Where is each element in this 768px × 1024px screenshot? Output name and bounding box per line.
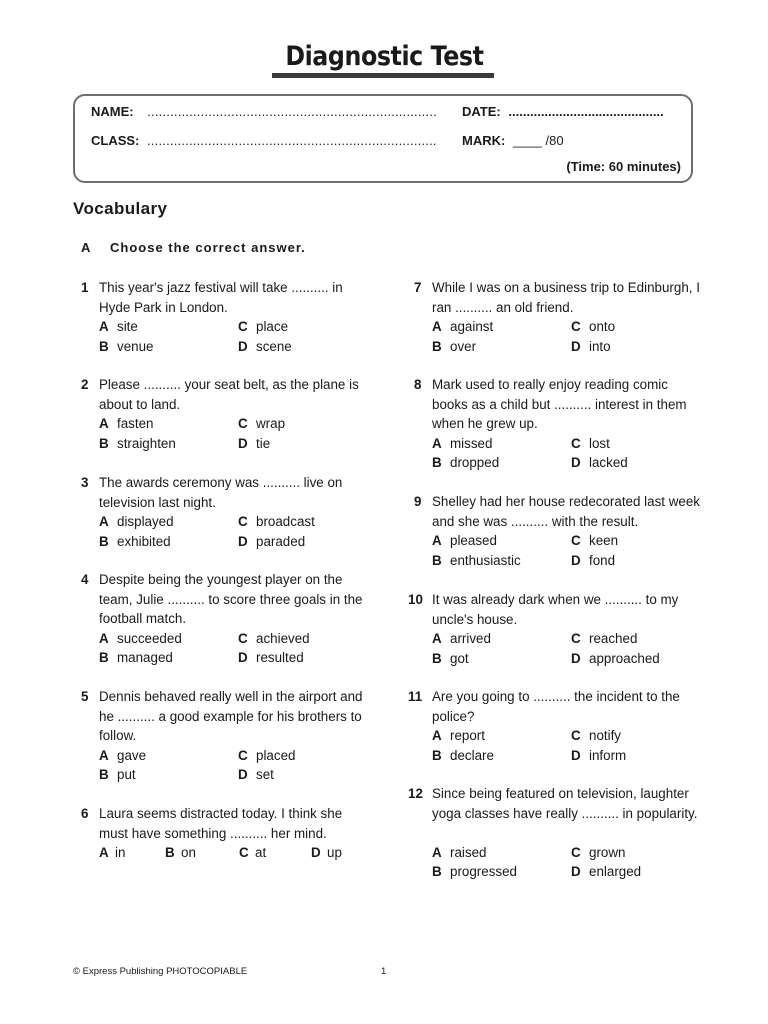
option-letter: B — [165, 845, 175, 860]
option-text: enlarged — [589, 864, 642, 879]
option-letter: B — [99, 533, 109, 549]
option-d[interactable] — [238, 337, 292, 357]
option-text: pleased — [450, 533, 497, 548]
option-text: reached — [589, 631, 638, 646]
option-letter: A — [99, 747, 109, 763]
option-letter: B — [99, 338, 109, 354]
question-stem: Laura seems distracted today. I think she must have something .......... her mind. — [99, 806, 343, 841]
option-b[interactable] — [432, 862, 517, 882]
option-b[interactable] — [99, 532, 171, 552]
question-4 — [81, 570, 371, 668]
option-letter: A — [99, 319, 109, 334]
option-c[interactable] — [238, 629, 310, 649]
option-text: lost — [589, 435, 610, 451]
option-text: lacked — [589, 455, 628, 470]
option-b[interactable] — [432, 746, 494, 766]
option-text: report — [450, 728, 485, 743]
option-b[interactable] — [432, 551, 521, 571]
option-b[interactable] — [99, 648, 173, 668]
option-a[interactable] — [99, 843, 125, 863]
option-letter: B — [432, 747, 442, 763]
question-stem: Mark used to really enjoy reading comic books as a child but .......... interest in them when he grew up. — [432, 377, 687, 431]
option-text: declare — [450, 747, 494, 763]
option-letter: B — [99, 435, 109, 451]
option-text: onto — [589, 319, 616, 334]
mark-row — [462, 133, 564, 148]
option-a[interactable] — [99, 746, 146, 766]
question-stem: The awards ceremony was .......... live on television last night. — [99, 475, 343, 510]
section-title: Vocabulary — [73, 199, 168, 218]
name-field[interactable]: ............................................................................ — [147, 104, 437, 119]
question-2 — [81, 375, 371, 453]
question-number: 3 — [81, 475, 89, 490]
mark-label: MARK: — [462, 133, 506, 148]
option-text: over — [450, 338, 477, 354]
option-letter: D — [238, 533, 248, 549]
option-letter: D — [571, 864, 581, 879]
name-label: NAME: — [91, 104, 134, 119]
option-letter: A — [99, 630, 109, 646]
question-number: 5 — [81, 689, 89, 704]
option-a[interactable] — [432, 843, 486, 863]
instruction-text: Choose the correct answer. — [110, 240, 306, 255]
option-text: displayed — [117, 514, 174, 529]
option-a[interactable] — [99, 317, 138, 337]
option-letter: B — [99, 767, 109, 782]
option-letter: A — [432, 844, 442, 860]
question-7 — [414, 278, 704, 356]
option-d[interactable] — [238, 765, 274, 785]
option-letter: C — [239, 845, 249, 860]
question-stem: It was already dark when we .......... to my uncle's house. — [432, 592, 679, 627]
question-number: 11 — [408, 689, 423, 704]
question-stem: Dennis behaved really well in the airport and he .......... a good example for his brothers to follow. — [99, 689, 363, 743]
option-letter: D — [571, 747, 581, 763]
option-c[interactable] — [238, 746, 295, 766]
option-text: notify — [589, 728, 622, 743]
option-text: arrived — [450, 631, 491, 646]
option-text: on — [181, 845, 196, 860]
option-text: enthusiastic — [450, 552, 521, 568]
question-6 — [81, 804, 371, 863]
option-d[interactable] — [238, 434, 270, 454]
option-letter: C — [571, 533, 581, 548]
option-text: keen — [589, 533, 619, 548]
class-field[interactable]: ............................................................................ — [147, 133, 437, 148]
question-stem: Shelley had her house redecorated last week and she was .......... with the result. — [432, 494, 700, 529]
option-c[interactable] — [238, 512, 315, 532]
option-letter: C — [238, 630, 248, 646]
question-stem: Since being featured on television, laughter yoga classes have really .......... in popularity. — [432, 786, 698, 821]
option-a[interactable] — [432, 317, 493, 337]
mark-value: ____ /80 — [512, 133, 564, 148]
question-12 — [408, 784, 698, 882]
option-b[interactable] — [99, 765, 136, 785]
option-letter: B — [432, 552, 442, 568]
question-stem: Please .......... your seat belt, as the plane is about to land. — [99, 377, 359, 412]
option-letter: D — [238, 650, 248, 665]
option-letter: A — [99, 845, 109, 860]
option-d[interactable] — [571, 337, 611, 357]
option-a[interactable] — [99, 512, 174, 532]
date-field[interactable]: ........................................... — [508, 104, 664, 119]
option-b[interactable] — [432, 453, 499, 473]
option-text: at — [255, 845, 267, 860]
option-text: dropped — [450, 455, 500, 470]
option-letter: C — [238, 747, 248, 763]
option-text: straighten — [117, 435, 176, 451]
option-text: site — [117, 319, 138, 334]
option-text: inform — [589, 747, 627, 763]
class-row — [91, 133, 437, 148]
option-text: gave — [117, 747, 147, 763]
option-letter: D — [571, 552, 581, 568]
question-stem: Are you going to .......... the incident to the police? — [432, 689, 680, 724]
option-text: put — [117, 767, 136, 782]
option-d[interactable] — [571, 649, 660, 669]
question-number: 12 — [408, 786, 423, 801]
option-text: approached — [589, 650, 660, 666]
question-number: 4 — [81, 572, 89, 587]
question-number: 8 — [414, 377, 422, 392]
option-text: venue — [117, 338, 154, 354]
question-number: 7 — [414, 280, 422, 295]
option-text: scene — [256, 338, 292, 354]
option-text: against — [450, 319, 494, 334]
question-5 — [81, 687, 371, 785]
question-stem: While I was on a business trip to Edinburgh, I ran .......... an old friend. — [432, 280, 700, 315]
option-letter: A — [432, 533, 442, 548]
option-text: raised — [450, 844, 487, 860]
option-a[interactable] — [99, 629, 182, 649]
option-text: progressed — [450, 864, 517, 879]
student-info-box — [73, 94, 693, 183]
question-11 — [408, 687, 698, 765]
option-letter: D — [571, 455, 581, 470]
option-letter: D — [571, 338, 581, 354]
option-a[interactable] — [432, 726, 485, 746]
option-letter: C — [238, 514, 248, 529]
option-letter: C — [238, 416, 248, 431]
question-3 — [81, 473, 371, 551]
option-letter: D — [238, 338, 248, 354]
date-row — [462, 104, 664, 119]
option-c[interactable] — [571, 317, 615, 337]
option-letter: B — [432, 455, 442, 470]
option-letter: C — [571, 728, 581, 743]
option-d[interactable] — [571, 551, 615, 571]
question-stem: This year's jazz festival will take .......... in Hyde Park in London. — [99, 280, 343, 315]
option-c[interactable] — [571, 843, 625, 863]
option-letter: B — [432, 864, 442, 879]
option-text: fond — [589, 552, 616, 568]
option-b[interactable] — [99, 337, 153, 357]
copyright-footer: © Express Publishing PHOTOCOPIABLE — [73, 966, 248, 977]
option-text: placed — [256, 747, 296, 763]
option-c[interactable] — [238, 317, 288, 337]
date-label: DATE: — [462, 104, 501, 119]
name-row — [91, 104, 437, 119]
option-letter: A — [432, 319, 442, 334]
option-b[interactable] — [99, 434, 176, 454]
option-letter: C — [571, 319, 581, 334]
page-number: 1 — [381, 966, 387, 977]
option-text: succeeded — [117, 630, 182, 646]
option-letter: D — [311, 845, 321, 860]
time-limit: (Time: 60 minutes) — [566, 159, 681, 174]
option-c[interactable] — [239, 843, 266, 863]
option-letter: C — [571, 631, 581, 646]
option-text: place — [256, 319, 289, 334]
option-d[interactable] — [571, 746, 626, 766]
option-a[interactable] — [99, 414, 153, 434]
question-8 — [414, 375, 704, 473]
option-letter: D — [238, 767, 248, 782]
option-text: in — [115, 845, 126, 860]
option-text: missed — [450, 435, 493, 451]
option-b[interactable] — [432, 649, 469, 669]
option-text: wrap — [256, 416, 286, 431]
option-letter: A — [432, 728, 442, 743]
option-letter: A — [432, 631, 442, 646]
question-10 — [408, 590, 698, 668]
option-b[interactable] — [432, 337, 476, 357]
class-label: CLASS: — [91, 133, 140, 148]
option-letter: A — [432, 435, 442, 451]
option-text: fasten — [117, 416, 154, 431]
option-text: achieved — [256, 630, 310, 646]
option-b[interactable] — [165, 843, 196, 863]
question-1 — [81, 278, 371, 356]
option-letter: D — [238, 435, 248, 451]
option-text: broadcast — [256, 514, 315, 529]
instruction — [81, 240, 306, 255]
title-underline — [272, 73, 494, 78]
option-d[interactable] — [571, 862, 641, 882]
option-text: exhibited — [117, 533, 171, 549]
option-c[interactable] — [571, 531, 618, 551]
option-letter: B — [99, 650, 109, 665]
question-number: 1 — [81, 280, 89, 295]
question-9 — [414, 492, 704, 570]
option-letter: C — [571, 844, 581, 860]
option-text: paraded — [256, 533, 306, 549]
option-text: managed — [117, 650, 173, 665]
option-letter: B — [432, 650, 442, 666]
option-c[interactable] — [571, 629, 637, 649]
page-title: Diagnostic Test — [285, 41, 484, 72]
option-letter: D — [571, 650, 581, 666]
option-letter: A — [99, 514, 109, 529]
option-letter: B — [432, 338, 442, 354]
option-c[interactable] — [238, 414, 285, 434]
instruction-letter: A — [81, 240, 92, 255]
question-number: 10 — [408, 592, 423, 607]
question-stem: Despite being the youngest player on the team, Julie .......... to score three goals in the football match. — [99, 572, 363, 626]
option-letter: A — [99, 416, 109, 431]
question-number: 6 — [81, 806, 89, 821]
question-number: 9 — [414, 494, 422, 509]
option-text: grown — [589, 844, 626, 860]
title-block — [272, 42, 494, 78]
option-text: set — [256, 767, 274, 782]
option-a[interactable] — [432, 434, 492, 454]
option-letter: C — [238, 319, 248, 334]
option-d[interactable] — [238, 648, 304, 668]
option-text: up — [327, 845, 342, 860]
option-a[interactable] — [432, 531, 497, 551]
option-letter: C — [571, 435, 581, 451]
option-d[interactable] — [311, 843, 342, 863]
option-c[interactable] — [571, 726, 621, 746]
option-d[interactable] — [571, 453, 628, 473]
option-c[interactable] — [571, 434, 610, 454]
option-text: resulted — [256, 650, 304, 665]
option-text: into — [589, 338, 611, 354]
option-text: got — [450, 650, 469, 666]
option-text: tie — [256, 435, 271, 451]
option-a[interactable] — [432, 629, 491, 649]
option-d[interactable] — [238, 532, 305, 552]
question-number: 2 — [81, 377, 89, 392]
